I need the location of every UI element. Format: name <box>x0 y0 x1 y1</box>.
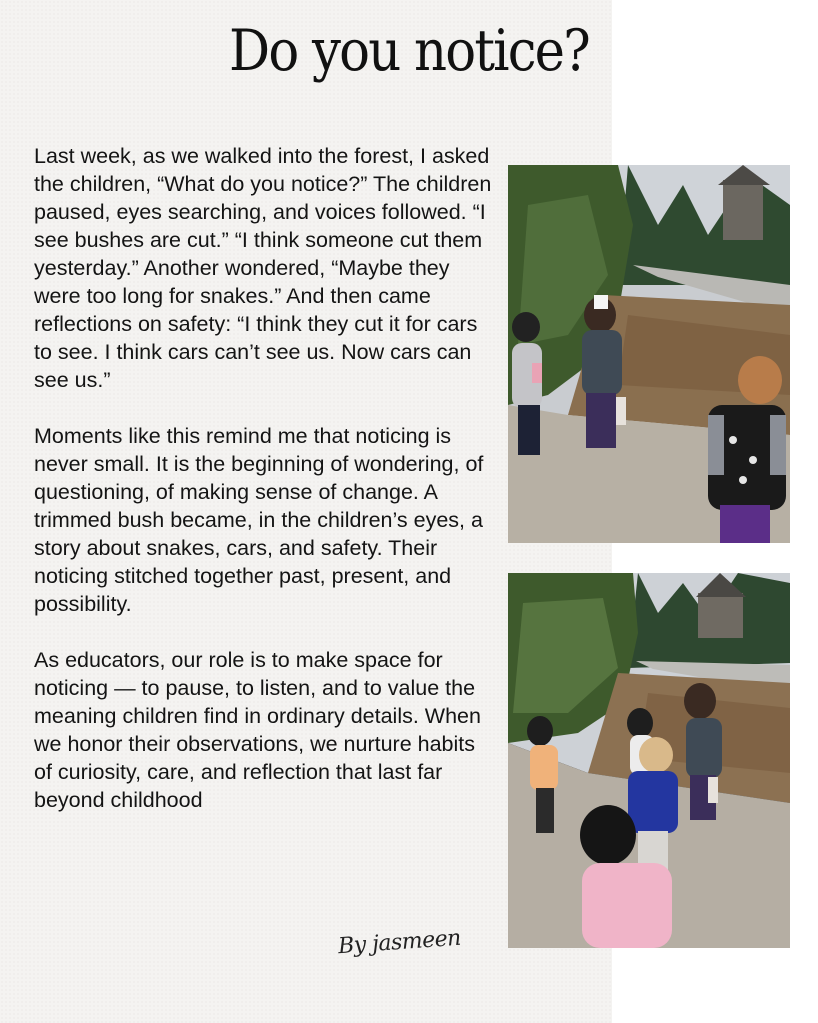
author-signature: By jasmeen <box>337 925 462 960</box>
photo-children-forest-path-2 <box>508 573 790 948</box>
paragraph-2: Moments like this remind me that noticing is never small. It is the beginning of wondering, of questioning, of making sense of change. A trimmed bush became, in the children’s eyes, a story about snakes, cars, and safety. Their noticing stitched together past, present, and possibility. <box>34 424 484 616</box>
photo-children-forest-path-1 <box>508 165 790 543</box>
article-body <box>34 142 494 842</box>
paragraph-3: As educators, our role is to make space for noticing — to pause, to listen, and to value the meaning children find in ordinary details. When we honor their observations, we nurture habits of curiosity, care, and reflection that last far beyond childhood <box>34 648 481 812</box>
paragraph-1: Last week, as we walked into the forest, I asked the children, “What do you notice?” The children paused, eyes searching, and voices followed. “I see bushes are cut.” “I think someone cut them yesterday.” Another wondered, “Maybe they were too long for snakes.” And then came reflections on safety: “I think they cut it for cars to see. I think cars can’t see us. Now cars can see us.” <box>34 144 492 392</box>
page-title: Do you notice? <box>229 18 589 84</box>
